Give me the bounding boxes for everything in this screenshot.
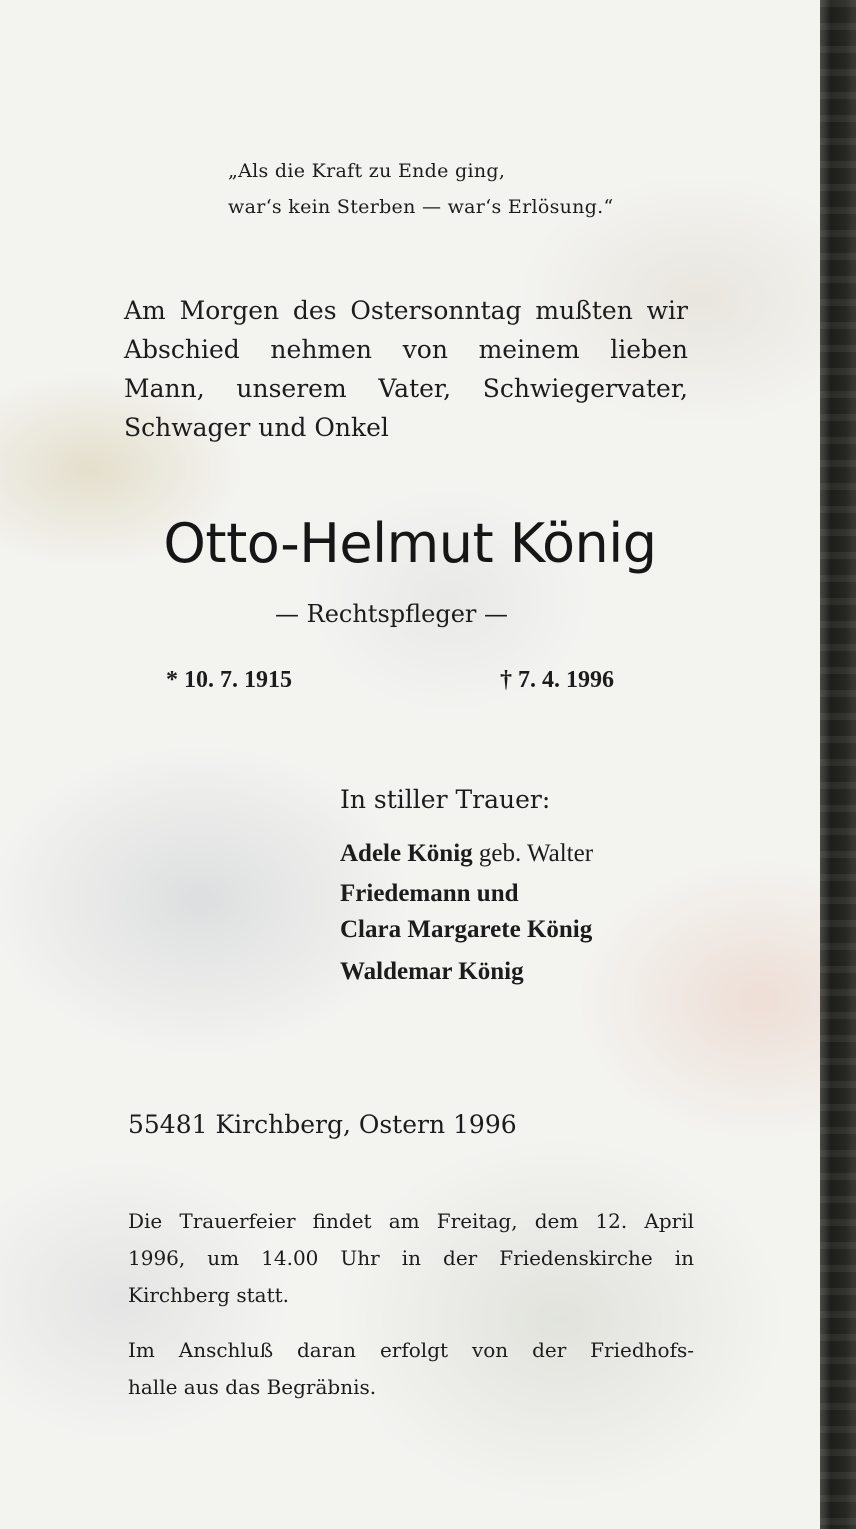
intro-line-4: Schwager und Onkel [124, 413, 389, 442]
funeral-line-1: Die Trauerfeier findet am Freitag, dem 12. April [128, 1209, 694, 1233]
funeral-line-3: Kirchberg statt. [128, 1283, 289, 1307]
deceased-name: Otto-Helmut König [163, 512, 657, 575]
mourner-line-4: Waldemar König [340, 958, 524, 985]
motto-line-2: war‘s kein Sterben — war‘s Erlösung.“ [228, 196, 614, 218]
scan-edge-shadow [820, 0, 856, 1529]
mourner-line-2: Friedemann und [340, 880, 519, 907]
mourner-line-1 [340, 840, 593, 868]
mourner-maiden-name: geb. Walter [478, 840, 594, 867]
burial-line-1: Im Anschluß daran erfolgt von der Friedhofs- [128, 1338, 694, 1362]
intro-line-3: Mann, unserem Vater, Schwiegervater, [124, 374, 688, 403]
death-date: † 7. 4. 1996 [500, 667, 614, 693]
profession: — Rechtspfleger — [275, 600, 509, 628]
intro-line-1: Am Morgen des Ostersonntag mußten wir [124, 296, 688, 325]
place-date: 55481 Kirchberg, Ostern 1996 [128, 1110, 517, 1139]
motto-line-1: „Als die Kraft zu Ende ging, [228, 160, 506, 182]
mourning-heading: In stiller Trauer: [340, 785, 551, 814]
burial-line-2: halle aus das Begräbnis. [128, 1375, 377, 1399]
birth-date: * 10. 7. 1915 [166, 667, 292, 693]
mourner-line-3: Clara Margarete König [340, 916, 593, 943]
mourner-name-1: Adele König [340, 840, 473, 867]
funeral-line-2: 1996, um 14.00 Uhr in der Friedenskirche in [128, 1246, 694, 1270]
intro-line-2: Abschied nehmen von meinem lieben [124, 335, 688, 364]
